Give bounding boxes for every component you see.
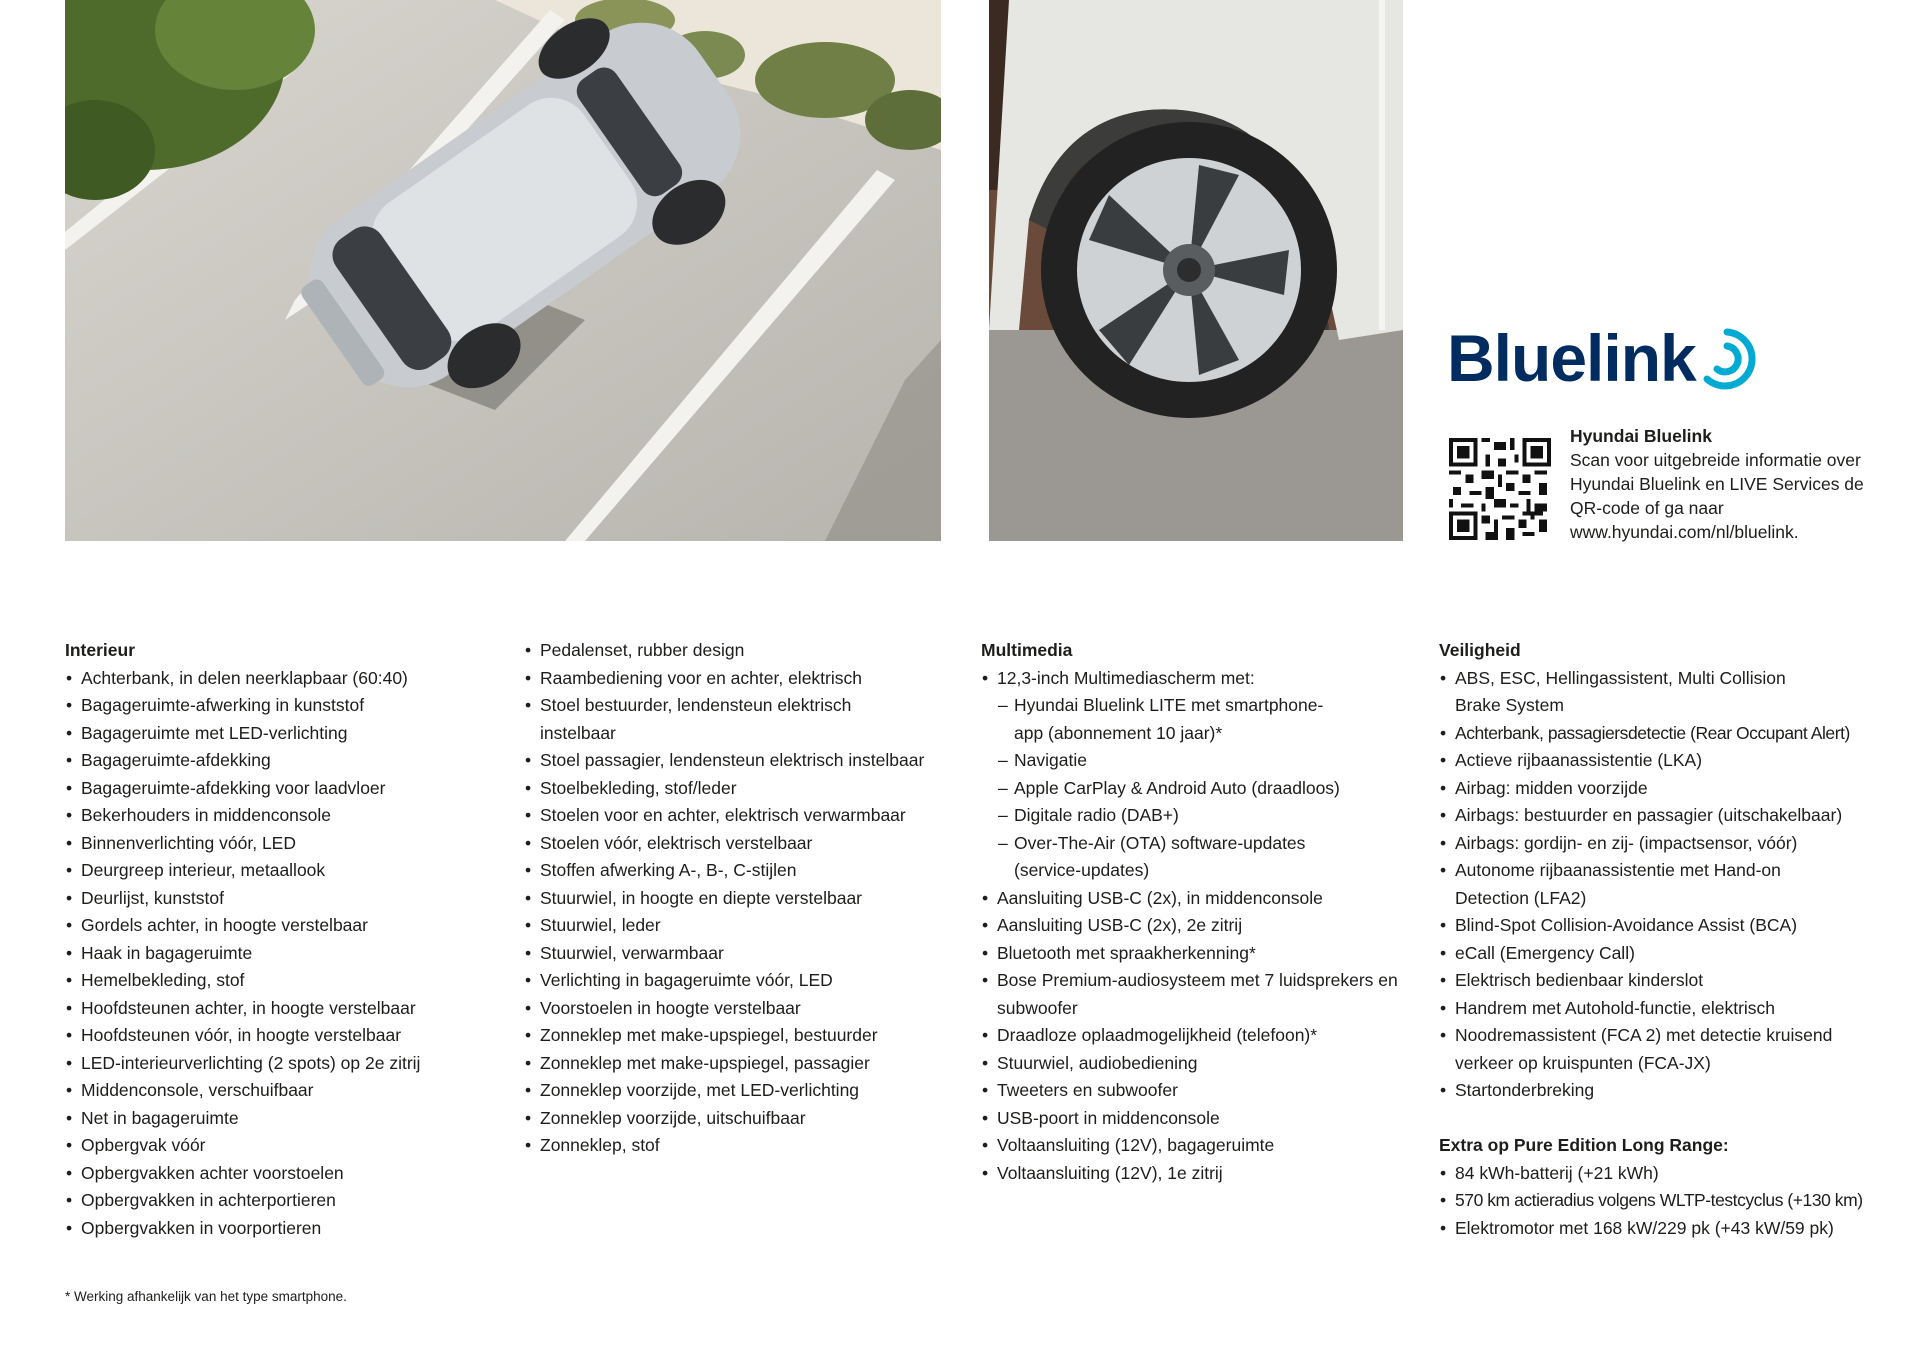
list-item: • Opbergvakken in voorportieren	[65, 1215, 505, 1243]
extra-heading: Extra op Pure Edition Long Range:	[1439, 1135, 1729, 1155]
interieur-list	[65, 665, 505, 1243]
multimedia-section	[981, 637, 1421, 1187]
multimedia-list	[981, 665, 1421, 1188]
list-item: • Stoffen afwerking A-, B-, C-stijlen	[524, 857, 964, 885]
list-item: • Opbergvakken in achterportieren	[65, 1187, 505, 1215]
list-item: • Deurlijst, kunststof	[65, 885, 505, 913]
list-item: • Voltaansluiting (12V), bagageruimte	[981, 1132, 1421, 1160]
extra-list	[1439, 1160, 1909, 1243]
bluelink-description: Scan voor uitgebreide informatie over Hyundai Bluelink en LIVE Services de QR-code of ga naar www.hyundai.com/nl/bluelink.	[1570, 450, 1864, 542]
list-item: • Draadloze oplaadmogelijkheid (telefoon)*	[981, 1022, 1421, 1050]
list-item: • Actieve rijbaanassistentie (LKA)	[1439, 747, 1909, 775]
list-item: • Stoelen vóór, elektrisch verstelbaar	[524, 830, 964, 858]
list-item: • Airbags: gordijn- en zij- (impactsensor, vóór)	[1439, 830, 1909, 858]
car-aerial-photo	[65, 0, 941, 541]
list-item: • Verlichting in bagageruimte vóór, LED	[524, 967, 964, 995]
sub-list-item: – Digitale radio (DAB+)	[981, 802, 1421, 830]
list-item: • Pedalenset, rubber design	[524, 637, 964, 665]
sub-list-item: – Navigatie	[981, 747, 1421, 775]
interieur-list-continued	[524, 637, 964, 1160]
list-item: • Startonderbreking	[1439, 1077, 1909, 1105]
bluelink-title: Hyundai Bluelink	[1570, 426, 1712, 446]
list-item: • Tweeters en subwoofer	[981, 1077, 1421, 1105]
veiligheid-list	[1439, 665, 1909, 1105]
list-item: • Stoelbekleding, stof/leder	[524, 775, 964, 803]
list-item: • Bagageruimte met LED-verlichting	[65, 720, 505, 748]
list-item: • Elektromotor met 168 kW/229 pk (+43 kW/59 pk)	[1439, 1215, 1909, 1243]
list-item: • Hemelbekleding, stof	[65, 967, 505, 995]
list-item: • Bagageruimte-afdekking	[65, 747, 505, 775]
list-item: • Airbag: midden voorzijde	[1439, 775, 1909, 803]
list-item: • Bagageruimte-afdekking voor laadvloer	[65, 775, 505, 803]
interieur-section	[65, 637, 505, 1242]
list-item: • Bekerhouders in middenconsole	[65, 802, 505, 830]
list-item: • Noodremassistent (FCA 2) met detectie kruisend verkeer op kruispunten (FCA-JX)	[1439, 1022, 1875, 1077]
list-item: • Stuurwiel, verwarmbaar	[524, 940, 964, 968]
list-item: • USB-poort in middenconsole	[981, 1105, 1421, 1133]
list-item: • Deurgreep interieur, metaallook	[65, 857, 505, 885]
list-item: • Haak in bagageruimte	[65, 940, 505, 968]
list-item: • Airbags: bestuurder en passagier (uitschakelbaar)	[1439, 802, 1909, 830]
list-item: • Stuurwiel, in hoogte en diepte verstelbaar	[524, 885, 964, 913]
list-item: • 12,3-inch Multimediascherm met:	[981, 665, 1421, 693]
list-item: • Stoel bestuurder, lendensteun elektrisch instelbaar	[524, 692, 880, 747]
list-item: • Zonneklep voorzijde, met LED-verlichting	[524, 1077, 964, 1105]
veiligheid-heading: Veiligheid	[1439, 640, 1521, 660]
list-item: • 570 km actieradius volgens WLTP-testcyclus (+130 km)	[1439, 1187, 1909, 1215]
sub-list-item: – Hyundai Bluelink LITE met smartphone-app (abonnement 10 jaar)*	[981, 692, 1334, 747]
bluelink-info	[1570, 424, 1870, 544]
veiligheid-section	[1439, 637, 1909, 1242]
list-item: • Gordels achter, in hoogte verstelbaar	[65, 912, 505, 940]
footnote: * Werking afhankelijk van het type smartphone.	[65, 1289, 347, 1304]
wheel-closeup-photo	[989, 0, 1403, 541]
list-item: • Stuurwiel, leder	[524, 912, 964, 940]
list-item: • Elektrisch bedienbaar kinderslot	[1439, 967, 1909, 995]
list-item: • Bose Premium-audiosysteem met 7 luidsprekers en subwoofer	[981, 967, 1417, 1022]
list-item: • eCall (Emergency Call)	[1439, 940, 1909, 968]
sub-list-item: – Apple CarPlay & Android Auto (draadloos)	[981, 775, 1421, 803]
interieur-heading: Interieur	[65, 640, 136, 660]
list-item: • Stoelen voor en achter, elektrisch verwarmbaar	[524, 802, 964, 830]
list-item: • Autonome rijbaanassistentie met Hand-on Detection (LFA2)	[1439, 857, 1855, 912]
list-item: • Handrem met Autohold-functie, elektrisch	[1439, 995, 1909, 1023]
list-item: • Binnenverlichting vóór, LED	[65, 830, 505, 858]
list-item: • Aansluiting USB-C (2x), 2e zitrij	[981, 912, 1421, 940]
list-item: • Stoel passagier, lendensteun elektrisch instelbaar	[524, 747, 964, 775]
list-item: • Achterbank, passagiersdetectie (Rear Occupant Alert)	[1439, 720, 1909, 748]
list-item: • Bagageruimte-afwerking in kunststof	[65, 692, 505, 720]
list-item: • Achterbank, in delen neerklapbaar (60:40)	[65, 665, 505, 693]
list-item: • Stuurwiel, audiobediening	[981, 1050, 1421, 1078]
list-item: • Middenconsole, verschuifbaar	[65, 1077, 505, 1105]
bluelink-logo-text: Bluelink	[1447, 321, 1696, 395]
list-item: • LED-interieurverlichting (2 spots) op 2e zitrij	[65, 1050, 505, 1078]
bluelink-signal-icon	[1697, 328, 1759, 390]
list-item: • Blind-Spot Collision-Avoidance Assist (BCA)	[1439, 912, 1909, 940]
list-item: • Zonneklep met make-upspiegel, passagier	[524, 1050, 964, 1078]
list-item: • Hoofdsteunen achter, in hoogte verstelbaar	[65, 995, 505, 1023]
interieur-section-continued	[524, 637, 964, 1160]
list-item: • Opbergvak vóór	[65, 1132, 505, 1160]
list-item: • Zonneklep, stof	[524, 1132, 964, 1160]
bluelink-logo	[1447, 318, 1757, 398]
bluelink-qr-code[interactable]	[1449, 438, 1551, 540]
list-item: • Raambediening voor en achter, elektrisch	[524, 665, 964, 693]
list-item: • Hoofdsteunen vóór, in hoogte verstelbaar	[65, 1022, 505, 1050]
list-item: • Voorstoelen in hoogte verstelbaar	[524, 995, 964, 1023]
list-item: • Net in bagageruimte	[65, 1105, 505, 1133]
list-item: • Bluetooth met spraakherkenning*	[981, 940, 1421, 968]
list-item: • Voltaansluiting (12V), 1e zitrij	[981, 1160, 1421, 1188]
list-item: • ABS, ESC, Hellingassistent, Multi Collision Brake System	[1439, 665, 1815, 720]
list-item: • Aansluiting USB-C (2x), in middenconsole	[981, 885, 1421, 913]
list-item: • 84 kWh-batterij (+21 kWh)	[1439, 1160, 1909, 1188]
list-item: • Opbergvakken achter voorstoelen	[65, 1160, 505, 1188]
multimedia-heading: Multimedia	[981, 640, 1073, 660]
sub-list-item: – Over-The-Air (OTA) software-updates (service-updates)	[981, 830, 1354, 885]
list-item: • Zonneklep voorzijde, uitschuifbaar	[524, 1105, 964, 1133]
list-item: • Zonneklep met make-upspiegel, bestuurder	[524, 1022, 964, 1050]
